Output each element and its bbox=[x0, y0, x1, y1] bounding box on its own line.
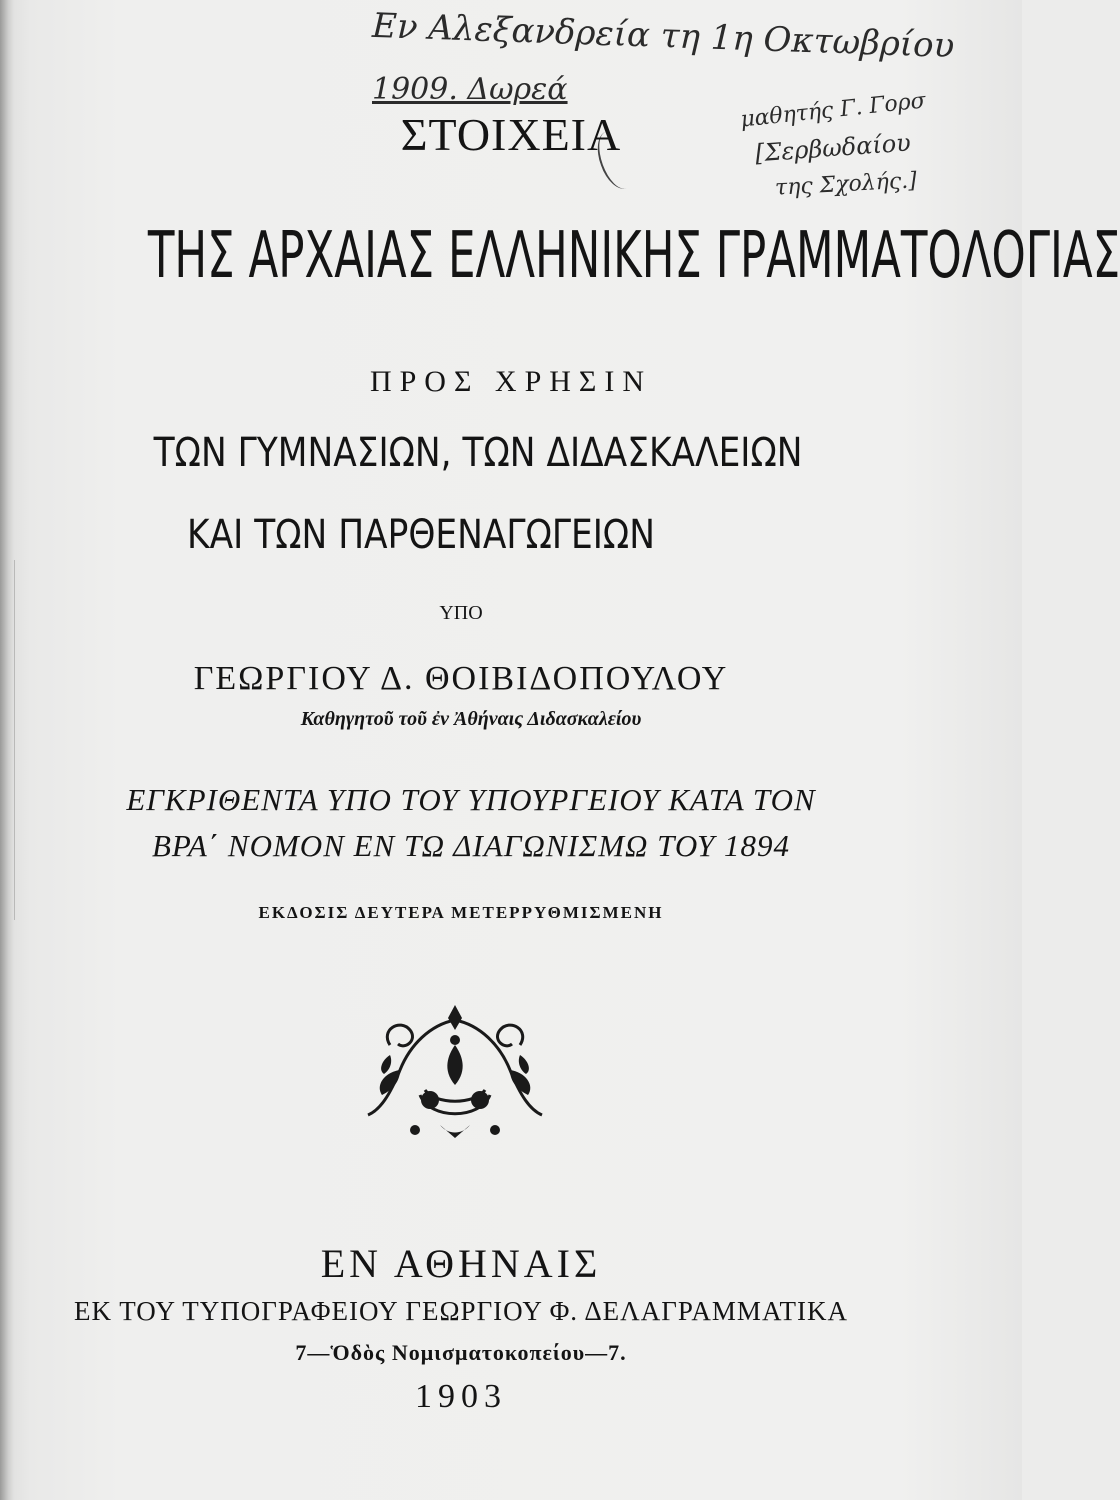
imprint-year: 1903 bbox=[415, 1378, 507, 1415]
author-by: ΥΠΟ bbox=[439, 602, 483, 624]
handwritten-inscription-line-5: της Σχολής.] bbox=[774, 168, 918, 201]
edition-statement: ΕΚΔΟΣΙΣ ΔΕΥΤΕΡΑ ΜΕΤΕΡΡΥΘΜΙΣΜΕΝΗ bbox=[258, 903, 664, 922]
handwritten-inscription-line-4: [Σερβωδαίου bbox=[754, 128, 912, 168]
imprint-address: 7—Ὁδὸς Νομισματοκοπείου—7. bbox=[295, 1340, 627, 1365]
handwritten-inscription-line-3: μαθητής Γ. Γορσ bbox=[739, 88, 927, 133]
handwritten-inscription-line-1: Εν Αλεξανδρεία τη 1η Οκτωβρίου bbox=[371, 5, 955, 67]
author-affiliation: Καθηγητοῦ τοῦ ἐν Ἀθήναις Διδασκαλείου bbox=[300, 708, 642, 730]
purpose-line-2: ΚΑΙ ΤΩΝ ΠΑΡΘΕΝΑΓΩΓΕΙΩΝ bbox=[187, 512, 655, 558]
handwritten-inscription-line-2: 1909. Δωρεά bbox=[372, 72, 568, 107]
purpose-line-1: ΤΩΝ ΓΥΜΝΑΣΙΩΝ, ΤΩΝ ΔΙΔΑΣΚΑΛΕΙΩΝ bbox=[153, 430, 803, 476]
purpose-intro: ΠΡΟΣ ΧΡΗΣΙΝ bbox=[369, 365, 653, 398]
approval-line-1: ΕΓΚΡΙΘΕΝΤΑ ΥΠΟ ΤΟΥ ΥΠΟΥΡΓΕΙΟΥ ΚΑΤΑ ΤΟΝ bbox=[126, 782, 816, 817]
author-name: ΓΕΩΡΓΙΟΥ Δ. ΘΟΙΒΙΔΟΠΟΥΛΟΥ bbox=[193, 660, 729, 697]
approval-line-2: ΒΡΑ΄ ΝΟΜΟΝ ΕΝ ΤΩ ΔΙΑΓΩΝΙΣΜΩ ΤΟΥ 1894 bbox=[152, 828, 790, 863]
book-title: ΣΤΟΙΧΕΙΑ bbox=[400, 109, 622, 160]
imprint-place: ΕΝ ΑΘΗΝΑΙΣ bbox=[320, 1241, 602, 1286]
fleuron-ornament-icon bbox=[360, 1000, 550, 1140]
book-subtitle: ΤΗΣ ΑΡΧΑΙΑΣ ΕΛΛΗΝΙΚΗΣ ΓΡΑΜΜΑΤΟΛΟΓΙΑΣ bbox=[147, 219, 1120, 293]
imprint-printer: ΕΚ ΤΟΥ ΤΥΠΟΓΡΑΦΕΙΟΥ ΓΕΩΡΓΙΟΥ Φ. ΔΕΛΑΓΡΑΜΜΑΤΙΚΑ bbox=[74, 1296, 848, 1326]
